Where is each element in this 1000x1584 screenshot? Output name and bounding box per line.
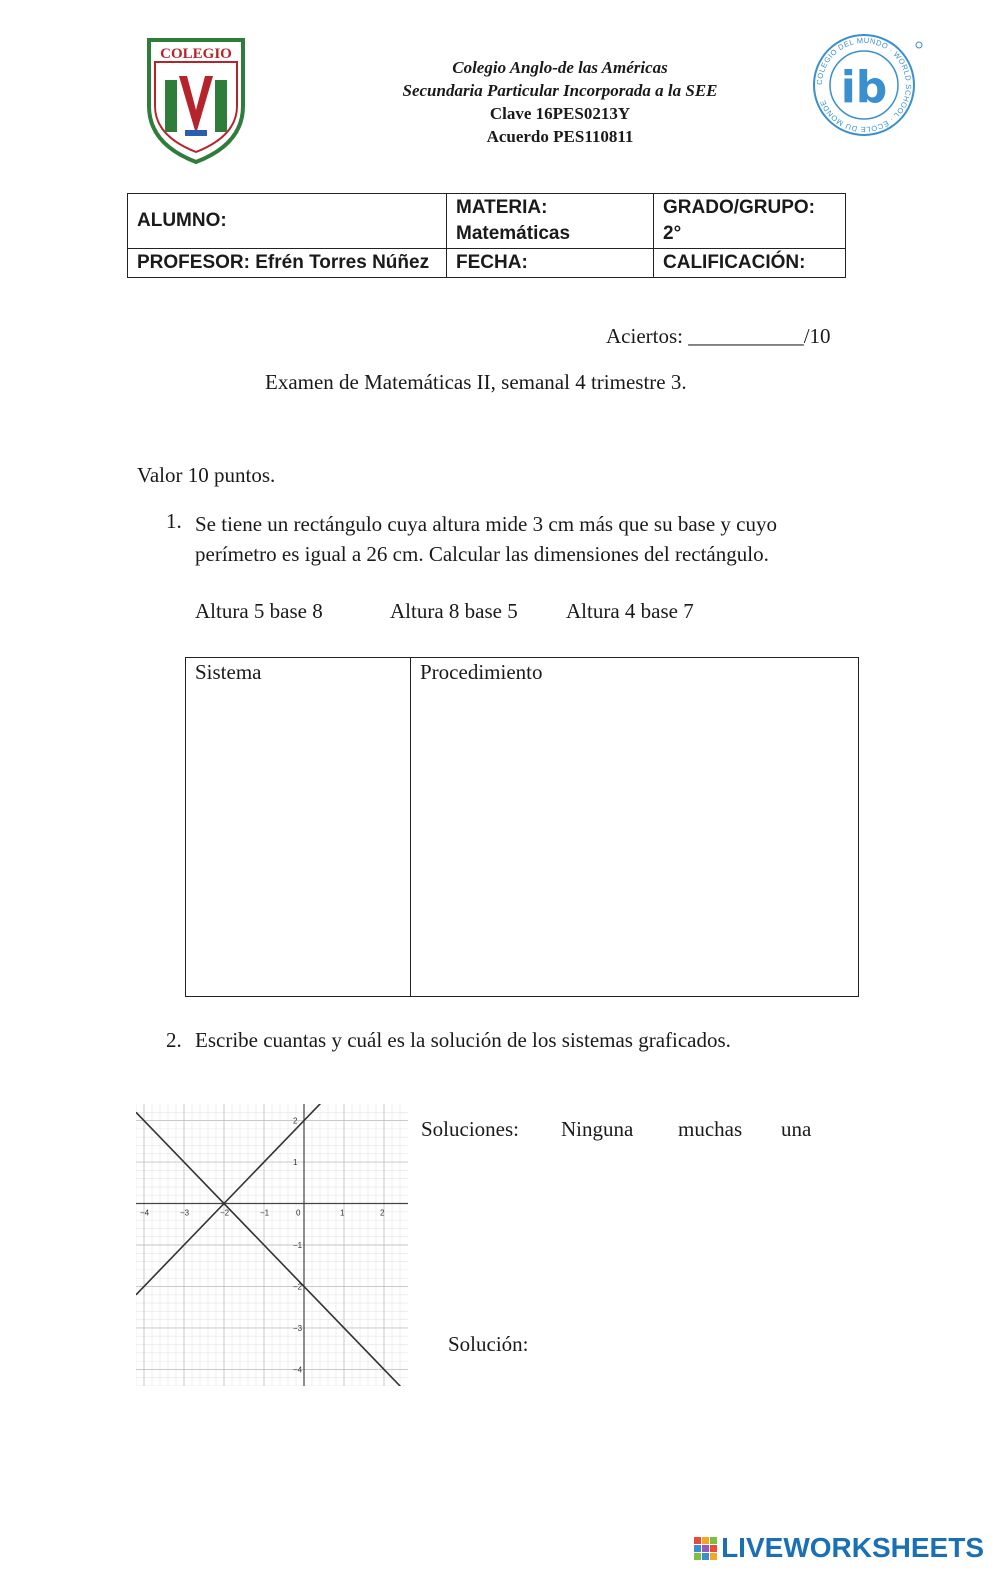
solucion-option-una[interactable]: una [781, 1117, 812, 1141]
school-crest-logo [145, 36, 247, 166]
calificacion-label: CALIFICACIÓN: [663, 252, 806, 273]
sistema-header: Sistema [195, 660, 262, 684]
x-tick-label: −3 [180, 1208, 190, 1218]
solucion-option-ninguna[interactable]: Ninguna [561, 1117, 634, 1141]
q1-text-line1: Se tiene un rectángulo cuya altura mide 3 cm más que su base y cuyo [195, 512, 777, 536]
school-name: Colegio Anglo-de las Américas [452, 58, 668, 77]
q1-text-line2: perímetro es igual a 26 cm. Calcular las dimensiones del rectángulo. [195, 542, 769, 566]
aciertos-line[interactable]: Aciertos: ___________/10 [606, 324, 831, 348]
grado-label: GRADO/GRUPO: [663, 197, 815, 218]
y-tick-label: 1 [293, 1158, 298, 1168]
y-tick-label: −1 [293, 1241, 303, 1250]
x-tick-label: −4 [140, 1208, 150, 1218]
school-clave: Clave 16PES0213Y [489, 104, 631, 123]
solucion-label: Solución: [448, 1332, 529, 1356]
ib-world-school-logo [806, 30, 924, 140]
q1-option-1[interactable]: Altura 5 base 8 [195, 599, 323, 623]
solucion-option-muchas[interactable]: muchas [678, 1117, 743, 1141]
procedimiento-header: Procedimiento [420, 660, 543, 684]
x-tick-label: 2 [380, 1208, 385, 1218]
y-tick-label: −2 [293, 1282, 303, 1292]
q1-number: 1. [166, 509, 182, 533]
x-tick-label: 0 [296, 1208, 301, 1218]
ib-ring-text: COLEGIO DEL MUNDO · WORLD SCHOOL · ÉCOLE DU MONDE [814, 35, 914, 135]
profesor-cell [128, 249, 447, 278]
liveworksheets-brand [694, 1532, 984, 1564]
liveworksheets-brand-text: LIVEWORKSHEETS [721, 1532, 984, 1563]
q1-option-2[interactable]: Altura 8 base 5 [390, 599, 518, 623]
sistema-column[interactable] [186, 658, 411, 997]
x-tick-label: 1 [340, 1208, 345, 1218]
materia-cell [447, 194, 654, 249]
calificacion-cell[interactable] [654, 249, 846, 278]
grado-value: 2° [663, 223, 682, 244]
q2-number: 2. [166, 1028, 182, 1052]
graph-svg [136, 1104, 408, 1386]
valor-text: Valor 10 puntos. [137, 463, 276, 487]
ib-logo-text: ib [840, 62, 888, 113]
exam-title: Examen de Matemáticas II, semanal 4 trimestre 3. [265, 370, 687, 394]
school-header [330, 56, 790, 148]
q1-option-3[interactable]: Altura 4 base 7 [566, 599, 694, 623]
school-subtitle: Secundaria Particular Incorporada a la SEE [402, 81, 718, 100]
fecha-cell[interactable] [447, 249, 654, 278]
procedimiento-column[interactable] [411, 658, 859, 997]
school-acuerdo: Acuerdo PES110811 [486, 127, 634, 146]
materia-label: MATERIA: [456, 197, 548, 218]
student-info-table [127, 193, 846, 278]
y-tick-label: −4 [293, 1365, 303, 1375]
alumno-cell[interactable] [128, 194, 447, 249]
materia-value: Matemáticas [456, 223, 571, 244]
y-tick-label: 2 [293, 1116, 298, 1126]
q1-work-table [185, 657, 859, 997]
fecha-label: FECHA: [456, 252, 528, 273]
alumno-label: ALUMNO: [137, 210, 227, 231]
x-tick-label: −1 [260, 1208, 270, 1218]
q2-text: Escribe cuantas y cuál es la solución de los sistemas graficados. [195, 1028, 731, 1052]
liveworksheets-logo-icon [694, 1537, 717, 1560]
grado-cell [654, 194, 846, 249]
systems-graph [136, 1104, 408, 1386]
profesor-label: PROFESOR: Efrén Torres Núñez [137, 252, 430, 273]
soluciones-label: Soluciones: [421, 1117, 519, 1141]
x-tick-label: −2 [220, 1208, 230, 1218]
y-tick-label: −3 [293, 1323, 303, 1333]
q1-text [195, 509, 777, 569]
crest-title-text: COLEGIO [160, 46, 232, 62]
